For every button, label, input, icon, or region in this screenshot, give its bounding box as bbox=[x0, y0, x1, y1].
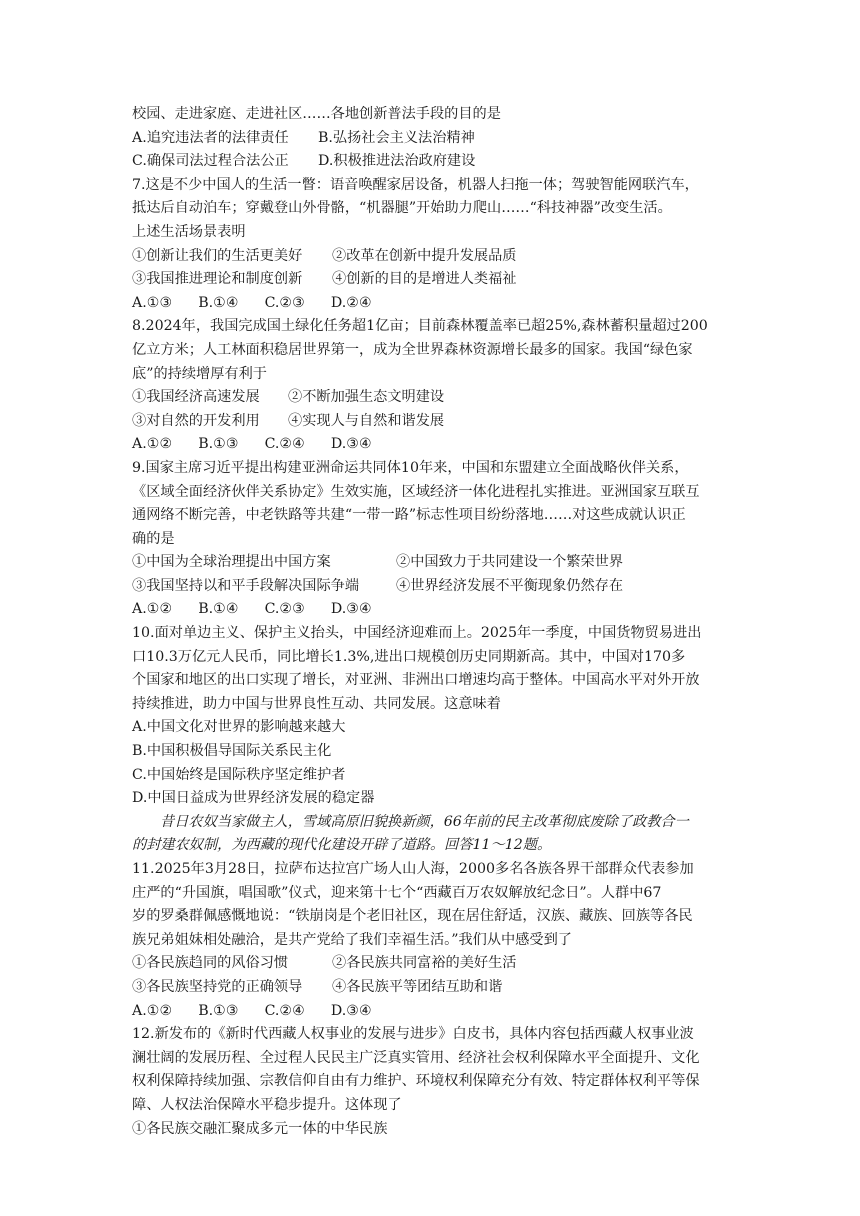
q9-choices bbox=[132, 598, 742, 622]
q6-option-d: D.积极推进法治政府建设 bbox=[318, 153, 476, 170]
q6-option-b: B.弘扬社会主义法治精神 bbox=[318, 129, 475, 146]
q8-statement-1: ①我国经济高速发展 bbox=[132, 389, 260, 406]
q9-stem-line-2: 《区域全面经济伙伴关系协定》生效实施，区域经济一体化进程扎实推进。亚洲国家互联互 bbox=[132, 483, 700, 500]
q11-statements-row-2 bbox=[132, 976, 742, 1000]
passage-line-2: 的封建农奴制，为西藏的现代化建设开辟了道路。回答11～12题。 bbox=[132, 837, 552, 854]
q11-choices bbox=[132, 1000, 742, 1024]
q11-statement-2: ②各民族共同富裕的美好生活 bbox=[332, 955, 517, 972]
q11-stem-line-3: 岁的罗桑群佩感慨地说：“铁崩岗是个老旧社区，现在居住舒适，汉族、藏族、回族等各民 bbox=[132, 908, 693, 925]
q8-statement-4: ④实现人与自然和谐发展 bbox=[288, 412, 445, 429]
q8-choice-a: A.①② bbox=[132, 436, 173, 453]
q7-statements-row-1 bbox=[132, 245, 742, 269]
q12-stem-line-1: 12.新发布的《新时代西藏人权事业的发展与进步》白皮书，具体内容包括西藏人权事业波 bbox=[132, 1026, 694, 1043]
q7-statement-2: ②改革在创新中提升发展品质 bbox=[332, 247, 517, 264]
q10-stem-line-3: 个国家和地区的出口实现了增长，对亚洲、非洲出口增速均高于整体。中国高水平对外开放 bbox=[132, 672, 700, 689]
q10-option-c: C.中国始终是国际秩序坚定维护者 bbox=[132, 766, 346, 783]
q11-statements-row-1 bbox=[132, 952, 742, 976]
q11-choice-b: B.①③ bbox=[198, 1002, 239, 1019]
q11-choice-c: C.②④ bbox=[264, 1002, 305, 1019]
q7-choice-b: B.①④ bbox=[198, 294, 239, 311]
q8-choices bbox=[132, 433, 742, 457]
q9-statement-3: ③我国坚持以和平手段解决国际争端 bbox=[132, 577, 360, 594]
q9-statement-4: ④世界经济发展不平衡现象仍然存在 bbox=[396, 577, 624, 594]
q9-statements-row-1 bbox=[132, 551, 742, 575]
q10-option-b: B.中国积极倡导国际关系民主化 bbox=[132, 743, 332, 760]
q9-choice-c: C.②③ bbox=[264, 601, 305, 618]
q12-stem-line-3: 权利保障持续加强、宗教信仰自由有力维护、环境权利保障充分有效、特定群体权利平等保 bbox=[132, 1073, 700, 1090]
q11-stem-line-1: 11.2025年3月28日，拉萨布达拉宫广场人山人海，2000多名各族各界干部群众代表参加 bbox=[132, 861, 694, 877]
q9-stem-line-4: 确的是 bbox=[132, 530, 175, 547]
passage-line-1: 昔日农奴当家做主人，雪域高原旧貌换新颜，66年前的民主改革彻底废除了政教合一 bbox=[160, 813, 689, 830]
q7-stem-line-1: 7.这是不少中国人的生活一瞥：语音唤醒家居设备，机器人扫拖一体；驾驶智能网联汽车， bbox=[132, 176, 699, 193]
q10-stem-line-1: 10.面对单边主义、保护主义抬头，中国经济迎难而上。2025年一季度，中国货物贸易进出 bbox=[132, 625, 702, 642]
q9-choice-d: D.③④ bbox=[330, 601, 372, 618]
q7-choice-a: A.①③ bbox=[132, 294, 173, 311]
q10-stem-line-2: 口10.3万亿元人民币，同比增长1.3%,进出口规模创历史同期新高。其中，中国对170多 bbox=[132, 648, 686, 665]
q8-statements-row-2 bbox=[132, 410, 742, 434]
q8-stem-line-1: 8.2024年，我国完成国土绿化任务超1亿亩；目前森林覆盖率已超25%,森林蓄积量超过200 bbox=[132, 318, 708, 335]
q11-statement-3: ③各民族坚持党的正确领导 bbox=[132, 978, 303, 995]
q11-choice-d: D.③④ bbox=[330, 1002, 372, 1019]
q8-stem-line-2: 亿立方米；人工林面积稳居世界第一，成为全世界森林资源增长最多的国家。我国“绿色家 bbox=[132, 341, 693, 358]
q8-choice-d: D.③④ bbox=[330, 436, 372, 453]
q6-stem: 校园、走进家庭、走进社区……各地创新普法手段的目的是 bbox=[132, 106, 501, 122]
q9-choice-b: B.①④ bbox=[198, 601, 239, 618]
q11-stem-line-2: 庄严的“升国旗，唱国歌”仪式，迎来第十七个“西藏百万农奴解放纪念日”。人群中67 bbox=[132, 884, 662, 901]
q6-options-row-2 bbox=[132, 150, 742, 174]
q10-stem-line-4: 持续推进，助力中国与世界良性互动、共同发展。这意味着 bbox=[132, 695, 501, 712]
q7-statement-4: ④创新的目的是增进人类福祉 bbox=[332, 271, 517, 288]
q8-choice-b: B.①③ bbox=[198, 436, 239, 453]
q12-stem-line-2: 澜壮阔的发展历程、全过程人民民主广泛真实管用、经济社会权利保障水平全面提升、文化 bbox=[132, 1049, 700, 1066]
q11-stem-line-4: 族兄弟姐妹相处融洽，是共产党给了我们幸福生活。”我们从中感受到了 bbox=[132, 931, 572, 948]
exam-content bbox=[132, 103, 742, 1141]
q9-statement-2: ②中国致力于共同建设一个繁荣世界 bbox=[396, 554, 624, 571]
q9-statements-row-2 bbox=[132, 575, 742, 599]
q9-statement-1: ①中国为全球治理提出中国方案 bbox=[132, 554, 331, 571]
q11-statement-4: ④各民族平等团结互助和谐 bbox=[332, 978, 503, 995]
q8-choice-c: C.②④ bbox=[264, 436, 305, 453]
q8-statement-2: ②不断加强生态文明建设 bbox=[288, 389, 445, 406]
q9-choice-a: A.①② bbox=[132, 601, 173, 618]
q11-statement-1: ①各民族趋同的风俗习惯 bbox=[132, 955, 289, 972]
q8-statements-row-1 bbox=[132, 386, 742, 410]
q6-option-a: A.追究违法者的法律责任 bbox=[132, 129, 289, 146]
q6-options-row-1 bbox=[132, 127, 742, 151]
q12-statement-1: ①各民族交融汇聚成多元一体的中华民族 bbox=[132, 1120, 388, 1137]
q7-choices bbox=[132, 292, 742, 316]
q8-stem-line-3: 底”的持续增厚有利于 bbox=[132, 365, 267, 382]
q7-stem-line-2: 抵达后自动泊车；穿戴登山外骨骼，“机器腿”开始助力爬山……“科技神器”改变生活。 bbox=[132, 200, 672, 217]
q7-statements-row-2 bbox=[132, 268, 742, 292]
q6-option-c: C.确保司法过程合法公正 bbox=[132, 153, 289, 170]
q12-stem-line-4: 障、人权法治保障水平稳步提升。这体现了 bbox=[132, 1096, 402, 1113]
q11-choice-a: A.①② bbox=[132, 1002, 173, 1019]
q7-statement-3: ③我国推进理论和制度创新 bbox=[132, 271, 303, 288]
q7-choice-c: C.②③ bbox=[264, 294, 305, 311]
q7-stem-line-3: 上述生活场景表明 bbox=[132, 223, 246, 240]
q7-statement-1: ①创新让我们的生活更美好 bbox=[132, 247, 303, 264]
q10-option-d: D.中国日益成为世界经济发展的稳定器 bbox=[132, 790, 375, 807]
q8-statement-3: ③对自然的开发利用 bbox=[132, 412, 260, 429]
q7-choice-d: D.②④ bbox=[330, 294, 372, 311]
q10-option-a: A.中国文化对世界的影响越来越大 bbox=[132, 719, 346, 736]
q9-stem-line-1: 9.国家主席习近平提出构建亚洲命运共同体10年来，中国和东盟建立全面战略伙伴关系， bbox=[132, 459, 689, 476]
q9-stem-line-3: 通网络不断完善，中老铁路等共建“一带一路”标志性项目纷纷落地……对这些成就认识正 bbox=[132, 507, 686, 524]
